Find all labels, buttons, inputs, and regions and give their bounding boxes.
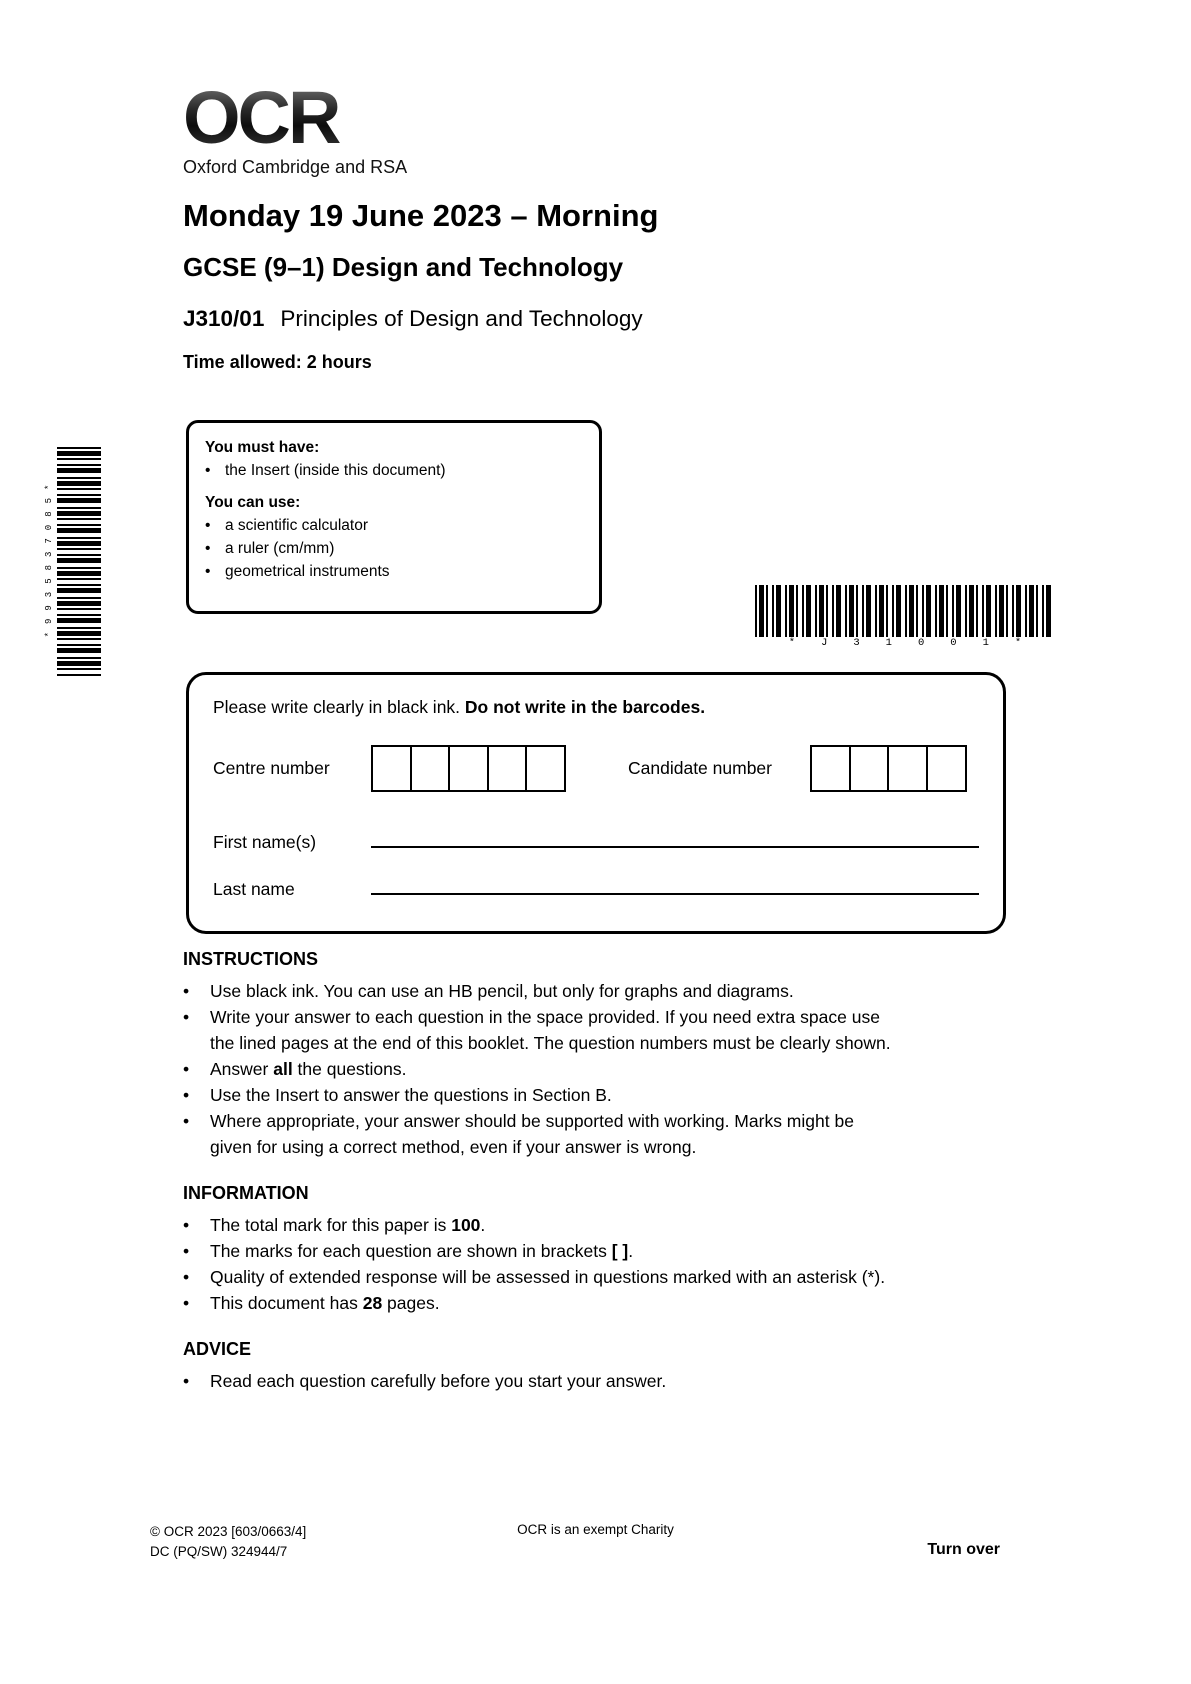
candidate-number-cell[interactable] — [810, 745, 851, 792]
list-item — [205, 514, 583, 537]
centre-number-cell[interactable] — [371, 745, 412, 792]
must-have-group — [205, 436, 583, 482]
instructions-section — [183, 946, 999, 1160]
first-name-label: First name(s) — [213, 832, 317, 852]
bullet-icon — [183, 1004, 210, 1056]
centre-number-cell[interactable] — [410, 745, 451, 792]
bullet-icon — [183, 1290, 210, 1316]
bullet-icon — [183, 1264, 210, 1290]
bullet-icon — [183, 1368, 210, 1394]
candidate-number-cell[interactable] — [887, 745, 928, 792]
qualification-title: GCSE (9–1) Design and Technology — [183, 252, 624, 282]
bullet-icon — [205, 459, 225, 482]
instruction-text: Use the Insert to answer the questions in Section B. — [210, 1085, 612, 1105]
bullet-icon — [183, 1082, 210, 1108]
time-allowed: Time allowed: 2 hours — [183, 352, 372, 372]
main-barcode-text: *J31001* — [755, 637, 1055, 649]
information-section — [183, 1180, 999, 1316]
list-item — [205, 537, 583, 560]
can-use-item: a scientific calculator — [225, 517, 369, 534]
can-use-label: You can use: — [205, 494, 301, 511]
list-item — [205, 560, 583, 583]
instruction-text: Answer all the questions. — [210, 1059, 407, 1079]
can-use-item: a ruler (cm/mm) — [225, 540, 335, 557]
can-use-item: geometrical instruments — [225, 563, 390, 580]
bullet-icon — [205, 537, 225, 560]
ocr-logo: OCR — [183, 80, 658, 156]
candidate-details-box — [186, 672, 1006, 934]
numbers-row — [213, 745, 979, 792]
instruction-item — [183, 1082, 999, 1108]
first-name-row — [213, 832, 979, 853]
ocr-tagline: Oxford Cambridge and RSA — [183, 157, 408, 177]
instruction-item — [183, 1056, 999, 1082]
centre-number-label: Centre number — [213, 758, 330, 778]
bullet-icon — [205, 514, 225, 537]
instructions-heading: INSTRUCTIONS — [183, 949, 318, 969]
side-barcode-bars — [57, 447, 101, 677]
advice-item — [183, 1368, 999, 1394]
advice-heading: ADVICE — [183, 1339, 252, 1359]
instruction-text: Use black ink. You can use an HB pencil, but only for graphs and diagrams. — [210, 981, 794, 1001]
centre-number-input[interactable] — [371, 745, 566, 792]
centre-number-cell[interactable] — [487, 745, 528, 792]
centre-number-cell[interactable] — [525, 745, 566, 792]
paper-line — [183, 306, 658, 331]
information-text: The total mark for this paper is 100. — [210, 1215, 486, 1235]
last-name-row — [213, 879, 979, 900]
last-name-input-line[interactable] — [371, 892, 979, 895]
information-text: The marks for each question are shown in brackets [ ]. — [210, 1241, 634, 1261]
last-name-label: Last name — [213, 879, 295, 899]
can-use-group — [205, 491, 583, 583]
must-have-item: the Insert (inside this document) — [225, 462, 446, 479]
advice-text: Read each question carefully before you start your answer. — [210, 1371, 667, 1391]
bullet-icon — [183, 1056, 210, 1082]
information-heading: INFORMATION — [183, 1183, 309, 1203]
turn-over-label: Turn over — [927, 1541, 1000, 1558]
side-barcode-text: *9935837085* — [44, 476, 54, 638]
candidate-number-label: Candidate number — [628, 758, 772, 778]
information-item — [183, 1238, 999, 1264]
candidate-number-cell[interactable] — [849, 745, 890, 792]
footer-dc-code: DC (PQ/SW) 324944/7 — [150, 1544, 288, 1559]
materials-box — [186, 420, 602, 614]
information-text: Quality of extended response will be assessed in questions marked with an asterisk (*). — [210, 1267, 886, 1287]
header — [183, 76, 659, 373]
exam-date-title: Monday 19 June 2023 – Morning — [183, 198, 659, 233]
footer-copyright: © OCR 2023 [603/0663/4] — [150, 1524, 307, 1539]
footer-charity: OCR is an exempt Charity — [517, 1522, 674, 1537]
paper-code: J310/01 — [183, 306, 265, 331]
advice-section — [183, 1336, 999, 1394]
bullet-icon — [183, 1108, 210, 1160]
bullet-icon — [183, 1238, 210, 1264]
instruction-text: Where appropriate, your answer should be supported with working. Marks might be given for using a correct method, even if your answer is wrong. — [210, 1111, 854, 1157]
bullet-icon — [183, 1212, 210, 1238]
information-item — [183, 1290, 999, 1316]
side-barcode — [44, 447, 101, 677]
instruction-item — [183, 978, 999, 1004]
list-item — [205, 459, 583, 482]
paper-title: Principles of Design and Technology — [280, 306, 643, 331]
bullet-icon — [205, 560, 225, 583]
bullet-icon — [183, 978, 210, 1004]
instruction-item — [183, 1004, 999, 1056]
write-clearly-instruction: Please write clearly in black ink. Do not write in the barcodes. — [213, 697, 706, 717]
instruction-text: Write your answer to each question in the space provided. If you need extra space use the lined pages at the end of this booklet. The question numbers must be clearly shown. — [210, 1007, 891, 1053]
first-name-input-line[interactable] — [371, 845, 979, 848]
candidate-number-input[interactable] — [810, 745, 967, 792]
information-item — [183, 1264, 999, 1290]
candidate-number-cell[interactable] — [926, 745, 967, 792]
main-barcode — [755, 585, 1055, 638]
information-text: This document has 28 pages. — [210, 1293, 440, 1313]
instruction-item — [183, 1108, 999, 1160]
centre-number-cell[interactable] — [448, 745, 489, 792]
must-have-label: You must have: — [205, 439, 320, 456]
information-item — [183, 1212, 999, 1238]
